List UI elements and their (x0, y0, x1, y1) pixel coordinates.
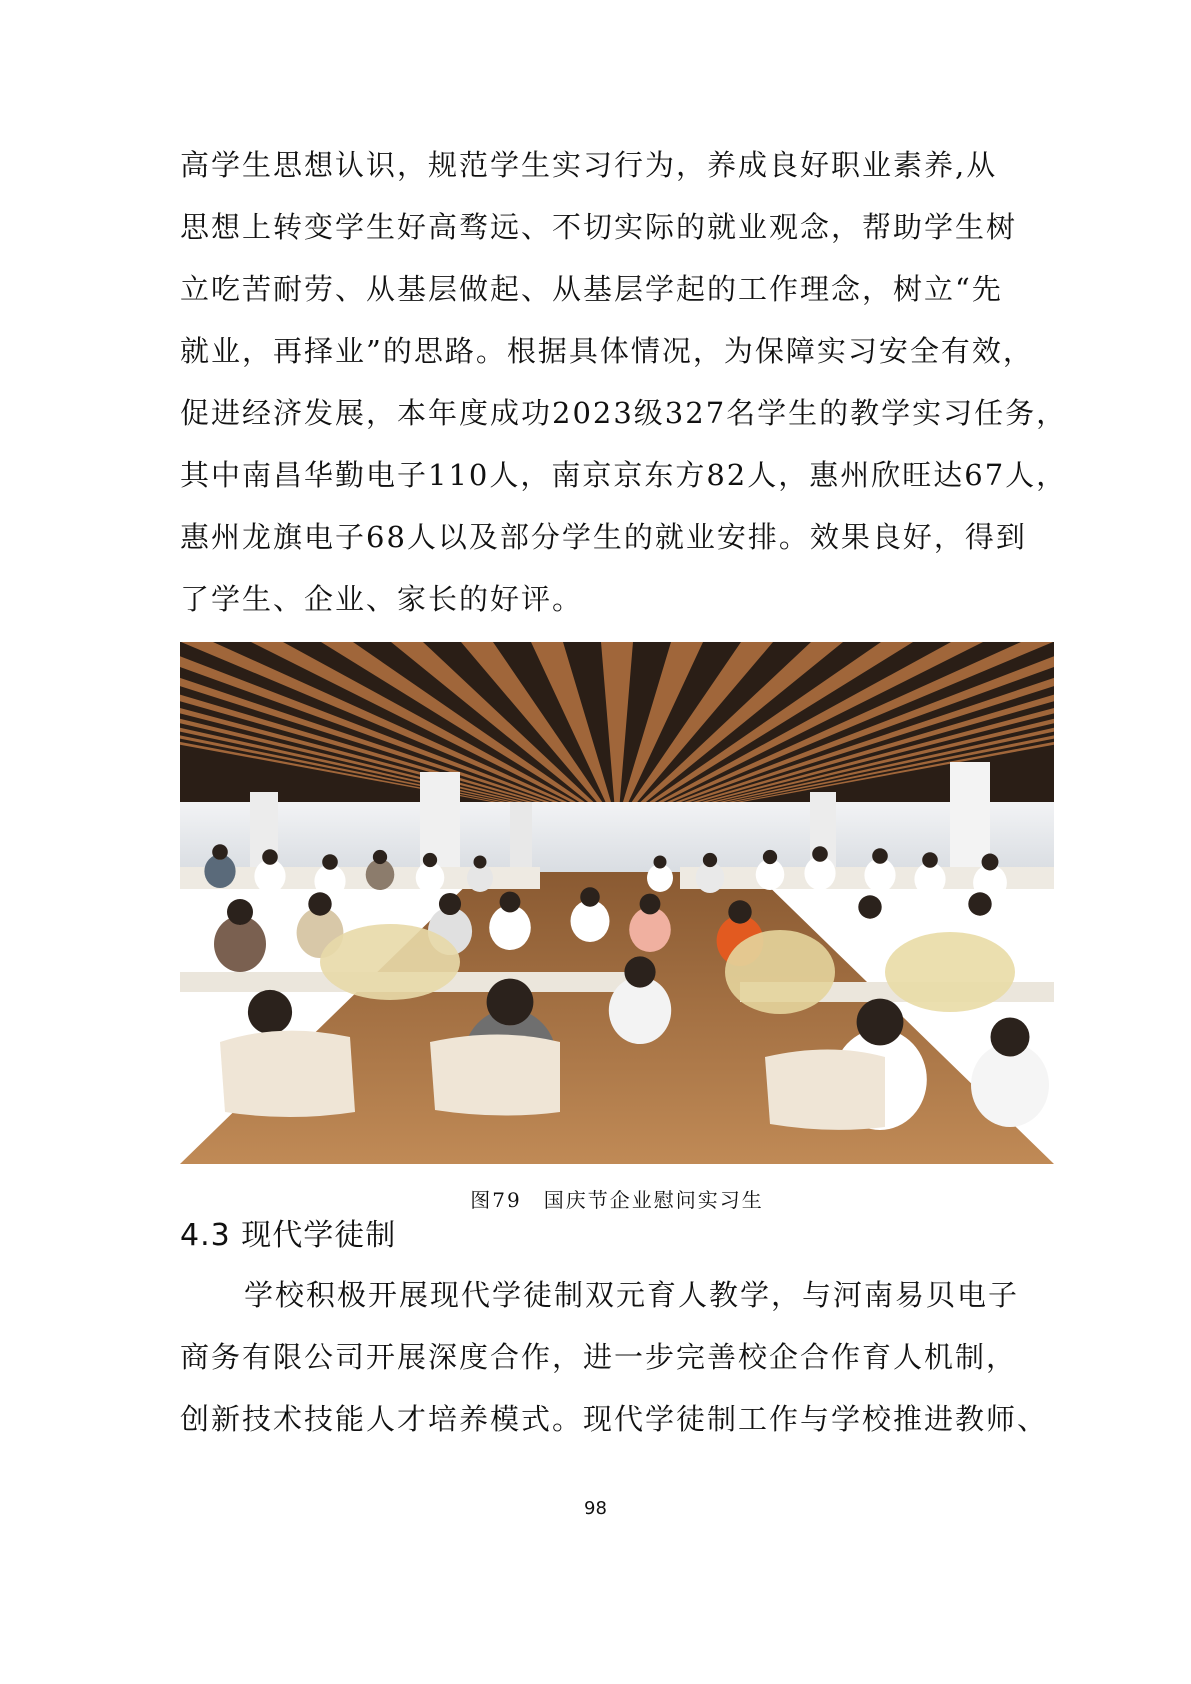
student-figure (214, 899, 266, 972)
paragraph-line: 商务有限公司开展深度合作，进一步完善校企合作育人机制， (180, 1340, 1018, 1374)
chair (430, 1035, 560, 1116)
paragraph-line: 其中南昌华勤电子110人，南京京东方82人，惠州欣旺达67人， (180, 458, 1068, 492)
gift-bag (725, 930, 835, 1014)
student-figure (847, 895, 894, 961)
paragraph-line: 就业，再择业”的思路。根据具体情况，为保障实习安全有效， (180, 334, 1034, 368)
page-number: 98 (584, 1498, 607, 1519)
chair (765, 1050, 885, 1130)
paragraph-line: 高学生思想认识，规范学生实习行为，养成良好职业素养,从 (180, 148, 998, 182)
paragraph-line: 立吃苦耐劳、从基层做起、从基层学起的工作理念，树立“先 (180, 272, 1003, 306)
paragraph-line: 创新技术技能人才培养模式。现代学徒制工作与学校推进教师、 (180, 1402, 1049, 1436)
paragraph-line: 了学生、企业、家长的好评。 (180, 582, 584, 616)
chair (220, 1031, 355, 1117)
paragraph-line: 学校积极开展现代学徒制双元育人教学，与河南易贝电子 (244, 1278, 1020, 1312)
paragraph-line: 思想上转变学生好高骛远、不切实际的就业观念，帮助学生树 (180, 210, 1018, 244)
gift-bag (885, 932, 1015, 1012)
paragraph-line: 惠州龙旗电子68人以及部分学生的就业安排。效果良好，得到 (180, 520, 1027, 554)
body-paragraph-2 (180, 1264, 1050, 1450)
paragraph-line: 促进经济发展，本年度成功2023级327名学生的教学实习任务， (180, 396, 1068, 430)
gift-bag (320, 924, 460, 1000)
figure-photo-canteen (180, 642, 1054, 1164)
photo-illustration (180, 642, 1054, 1164)
pillar (510, 802, 532, 872)
section-heading: 4.3 现代学徒制 (180, 1218, 397, 1253)
figure-caption: 图79 国庆节企业慰问实习生 (470, 1188, 764, 1212)
body-paragraph-1 (180, 134, 1068, 630)
student-figure (971, 1018, 1049, 1128)
